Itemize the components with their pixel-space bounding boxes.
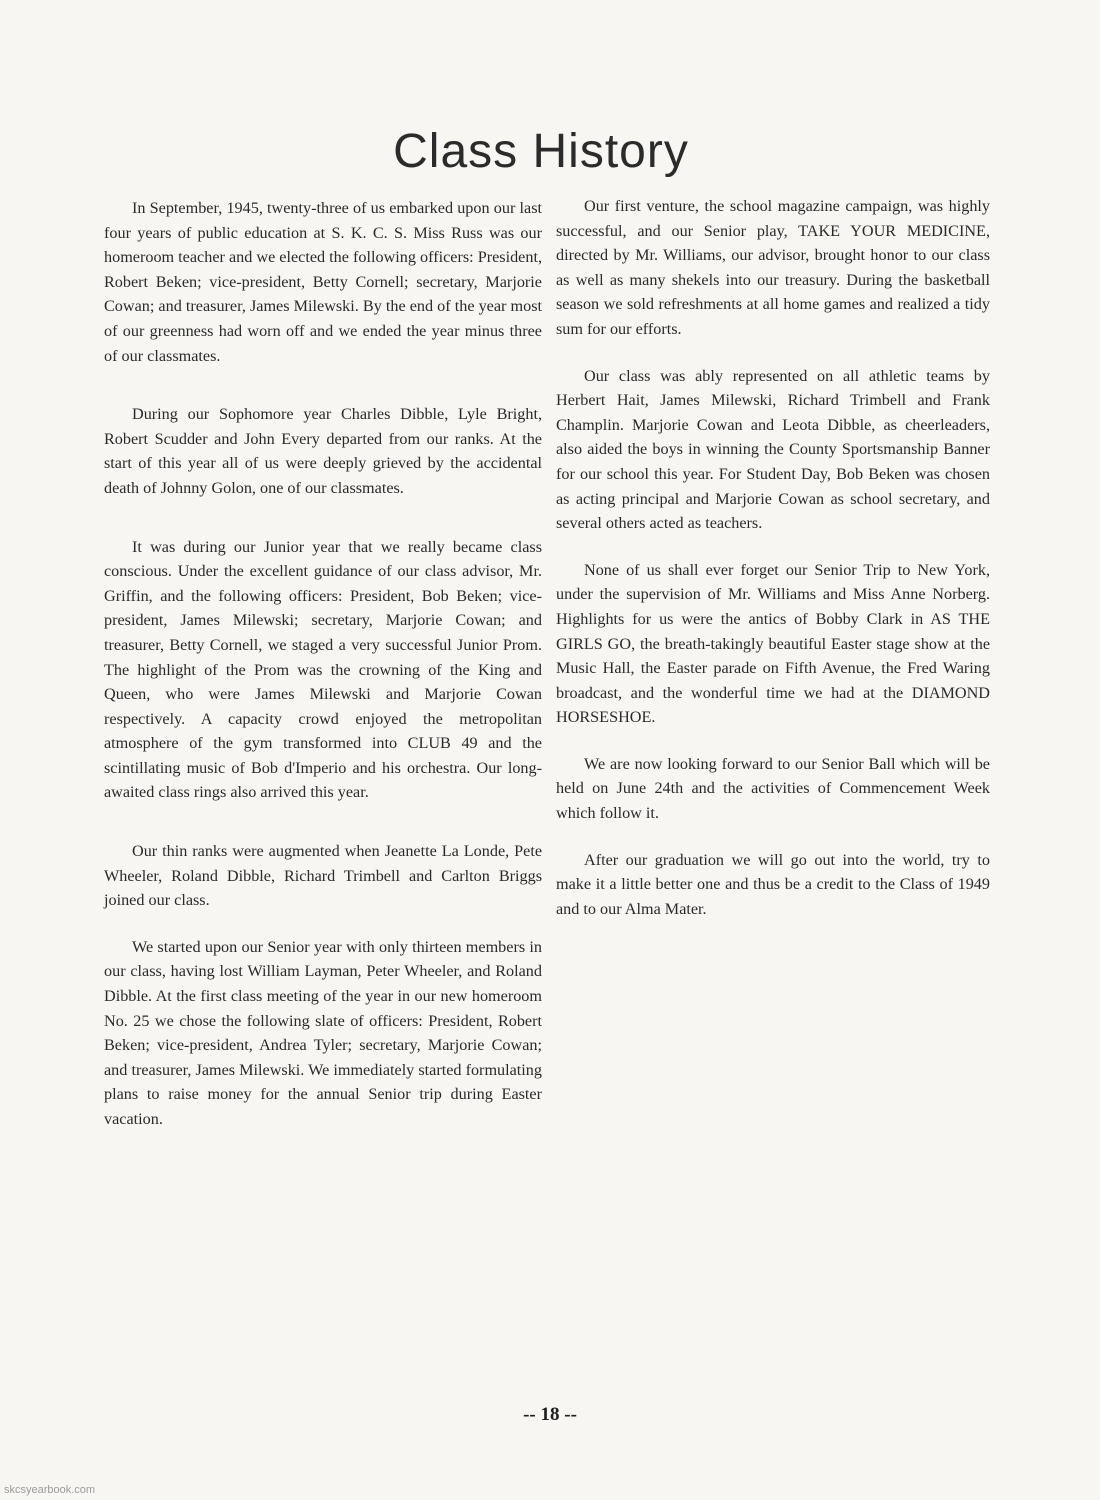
paragraph: We started upon our Senior year with only thirteen members in our class, having lost William Layman, Peter Wheeler, and Roland Dibble. At the first class meeting of the year in our new homeroom No. 25 we chose the following slate of officers: President, Robert Beken; vice-president, Andrea Tyler; secretary, Marjorie Cowan; and treasurer, James Milewski. We immediately started formulating plans to raise money for the annual Senior trip during Easter vacation. (104, 937, 542, 1128)
paragraph: We are now looking forward to our Senior Ball which will be held on June 24th and the activities of Commencement Week which follow it. (556, 754, 990, 823)
paragraph: None of us shall ever forget our Senior Trip to New York, under the supervision of Mr. Williams and Miss Anne Norberg. Highlights for us were the antics of Bobby Clark in AS THE GIRLS GO, the breath-takingly beautiful Easter stage show at the Music Hall, the Easter parade on Fifth Avenue, the Fred Waring broadcast, and the wonderful time we had at the DIAMOND HORSESHOE. (556, 560, 990, 727)
page-title: Class History (393, 125, 689, 179)
page-number: -- 18 -- (523, 1404, 577, 1425)
paragraph: After our graduation we will go out into the world, try to make it a little better one and thus be a credit to the Class of 1949 and to our Alma Mater. (556, 850, 990, 918)
paragraph: Our thin ranks were augmented when Jeanette La Londe, Pete Wheeler, Roland Dibble, Richard Trimbell and Carlton Briggs joined our class. (104, 842, 542, 910)
watermark: skcsyearbook.com (4, 1484, 96, 1496)
right-column (556, 194, 990, 921)
paragraph: During our Sophomore year Charles Dibble, Lyle Bright, Robert Scudder and John Every departed from our ranks. At the start of this year all of us were deeply grieved by the accidental death of Johnny Golon, one of our classmates. (104, 405, 542, 497)
left-column (104, 196, 542, 1132)
paragraph: Our class was ably represented on all athletic teams by Herbert Hait, James Milewski, Richard Trimbell and Frank Champlin. Marjorie Cowan and Leota Dibble, as cheerleaders, also aided the boys in winning the County Sportsmanship Banner for our school this year. For Student Day, Bob Beken was chosen as acting principal and Marjorie Cowan as school secretary, and several others acted as teachers. (556, 366, 990, 533)
paragraph: Our first venture, the school magazine campaign, was highly successful, and our Senior play, TAKE YOUR MEDICINE, directed by Mr. Williams, our advisor, brought honor to our class as well as many shekels into our treasury. During the basketball season we sold refreshments at all home games and realized a tidy sum for our efforts. (556, 197, 990, 338)
paragraph: It was during our Junior year that we really became class conscious. Under the excellent guidance of our class advisor, Mr. Griffin, and the following officers: President, Bob Beken; vice-president, James Milewski; secretary, Marjorie Cowan; and treasurer, Betty Cornell, we staged a very successful Junior Prom. The highlight of the Prom was the crowning of the King and Queen, who were James Milewski and Marjorie Cowan respectively. A capacity crowd enjoyed the metropolitan atmosphere of the gym transformed into CLUB 49 and the scintillating music of Bob d'Imperio and his orchestra. Our long-awaited class rings also arrived this year. (104, 537, 542, 802)
paragraph: In September, 1945, twenty-three of us embarked upon our last four years of public education at S. K. C. S. Miss Russ was our homeroom teacher and we elected the following officers: President, Robert Beken; vice-president, Betty Cornell; secretary, Marjorie Cowan; and treasurer, James Milewski. By the end of the year most of our greenness had worn off and we ended the year minus three of our classmates. (104, 199, 542, 365)
